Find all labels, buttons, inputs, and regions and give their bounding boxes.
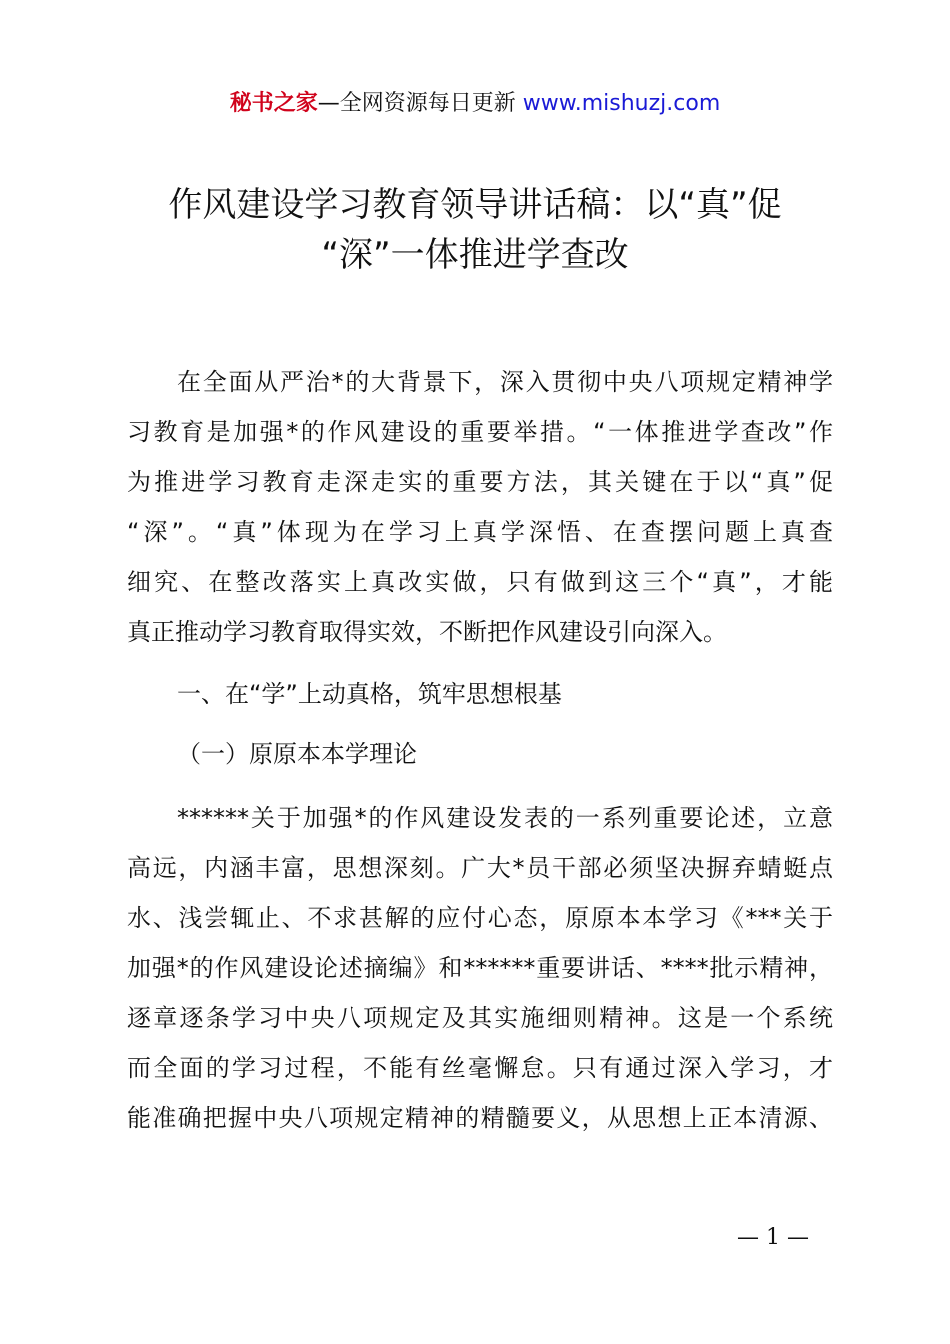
paragraph-line: 习教育是加强*的作风建设的重要举措。“一体推进学查改”作: [127, 418, 833, 446]
paragraph-line: 水、浅尝辄止、不求甚解的应付心态，原原本本学习《***关于: [127, 904, 833, 932]
page-header: [0, 86, 950, 122]
subsection-heading-1: [127, 729, 833, 779]
page-number: — 1 —: [737, 1225, 809, 1250]
website-link[interactable]: www.mishuzj.com: [522, 91, 721, 116]
brand-name: 秘书之家: [229, 91, 318, 116]
paragraph-line: 能准确把握中央八项规定精神的精髓要义，从思想上正本清源、: [127, 1104, 833, 1132]
paragraph-line: 逐章逐条学习中央八项规定及其实施细则精神。这是一个系统: [127, 1004, 833, 1032]
heading-text: （一）原原本本学理论: [177, 740, 417, 768]
paragraph-line: 为推进学习教育走深走实的重要方法，其关键在于以“真”促: [127, 468, 833, 496]
document-title: [100, 180, 850, 280]
title-line-2: “深”一体推进学查改: [321, 235, 629, 275]
theory-paragraph: [127, 793, 833, 1143]
title-line-1: 作风建设学习教育领导讲话稿：以“真”促: [168, 185, 782, 225]
section-heading-1: [127, 669, 833, 719]
header-slogan: —全网资源每日更新: [317, 91, 523, 116]
paragraph-line: ******关于加强*的作风建设发表的一系列重要论述，立意: [177, 804, 833, 832]
paragraph-line: 真正推动学习教育取得实效，不断把作风建设引向深入。: [127, 618, 727, 646]
intro-paragraph: [127, 357, 833, 657]
heading-text: 一、在“学”上动真格，筑牢思想根基: [177, 680, 562, 708]
paragraph-line: 高远，内涵丰富，思想深刻。广大*员干部必须坚决摒弃蜻蜓点: [127, 854, 833, 882]
paragraph-line: 细究、在整改落实上真改实做，只有做到这三个“真”，才能: [127, 568, 833, 596]
paragraph-line: 加强*的作风建设论述摘编》和******重要讲话、****批示精神，: [127, 954, 833, 982]
paragraph-line: 在全面从严治*的大背景下，深入贯彻中央八项规定精神学: [177, 368, 833, 396]
paragraph-line: 而全面的学习过程，不能有丝毫懈怠。只有通过深入学习，才: [127, 1054, 833, 1082]
paragraph-line: “深”。“真”体现为在学习上真学深悟、在查摆问题上真查: [127, 518, 833, 546]
